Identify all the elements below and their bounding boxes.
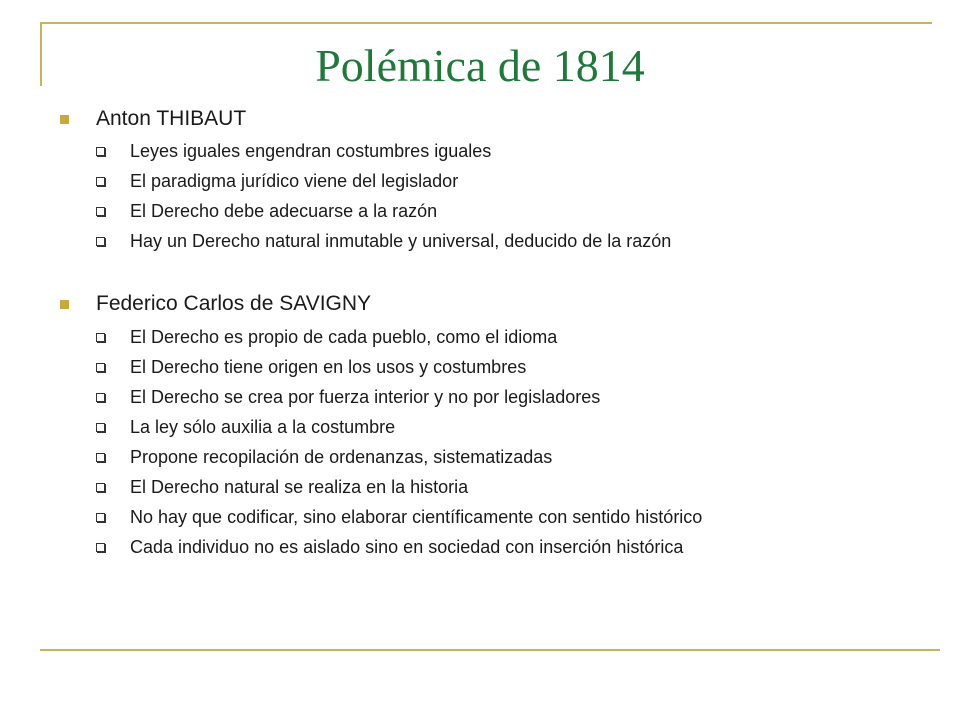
slide-title: Polémica de 1814 xyxy=(315,40,645,91)
list-item-text: El Derecho tiene origen en los usos y costumbres xyxy=(130,357,527,377)
list-item-text: El Derecho debe adecuarse a la razón xyxy=(130,201,438,221)
list-item xyxy=(58,478,910,497)
checkbox-bullet-icon xyxy=(96,543,105,552)
checkbox-bullet-icon xyxy=(96,237,105,246)
subitem-list xyxy=(58,142,910,251)
section-savigny xyxy=(58,291,910,557)
checkbox-bullet-icon xyxy=(96,393,105,402)
list-item xyxy=(58,358,910,377)
square-bullet-icon xyxy=(60,300,69,309)
top-rule xyxy=(40,22,932,24)
list-item xyxy=(58,142,910,161)
checkbox-bullet-icon xyxy=(96,207,105,216)
list-item-text: El paradigma jurídico viene del legislador xyxy=(130,171,459,191)
section-heading-text: Federico Carlos de SAVIGNY xyxy=(96,292,372,315)
list-item-text: Cada individuo no es aislado sino en sociedad con inserción histórica xyxy=(130,537,684,557)
checkbox-bullet-icon xyxy=(96,177,105,186)
subitem-list xyxy=(58,328,910,557)
section-thibaut xyxy=(58,106,910,251)
list-item-text: El Derecho se crea por fuerza interior y no por legisladores xyxy=(130,387,601,407)
list-item-text: Leyes iguales engendran costumbres iguales xyxy=(130,141,492,161)
list-item xyxy=(58,172,910,191)
square-bullet-icon xyxy=(60,115,69,124)
checkbox-bullet-icon xyxy=(96,363,105,372)
bottom-rule xyxy=(40,649,940,651)
list-item xyxy=(58,388,910,407)
checkbox-bullet-icon xyxy=(96,423,105,432)
checkbox-bullet-icon xyxy=(96,513,105,522)
list-item xyxy=(58,508,910,527)
section-heading-text: Anton THIBAUT xyxy=(96,107,247,130)
list-item xyxy=(58,418,910,437)
checkbox-bullet-icon xyxy=(96,333,105,342)
list-item xyxy=(58,538,910,557)
list-item-text: La ley sólo auxilia a la costumbre xyxy=(130,417,396,437)
list-item-text: El Derecho es propio de cada pueblo, como el idioma xyxy=(130,327,558,347)
list-item-text: Hay un Derecho natural inmutable y universal, deducido de la razón xyxy=(130,231,672,251)
checkbox-bullet-icon xyxy=(96,483,105,492)
list-item xyxy=(58,202,910,221)
checkbox-bullet-icon xyxy=(96,453,105,462)
section-heading xyxy=(58,291,910,317)
checkbox-bullet-icon xyxy=(96,147,105,156)
list-item-text: El Derecho natural se realiza en la historia xyxy=(130,477,469,497)
list-item xyxy=(58,232,910,251)
list-item xyxy=(58,328,910,347)
list-item-text: Propone recopilación de ordenanzas, sistematizadas xyxy=(130,447,553,467)
list-item xyxy=(58,448,910,467)
list-item-text: No hay que codificar, sino elaborar científicamente con sentido histórico xyxy=(130,507,703,527)
section-heading xyxy=(58,106,910,132)
